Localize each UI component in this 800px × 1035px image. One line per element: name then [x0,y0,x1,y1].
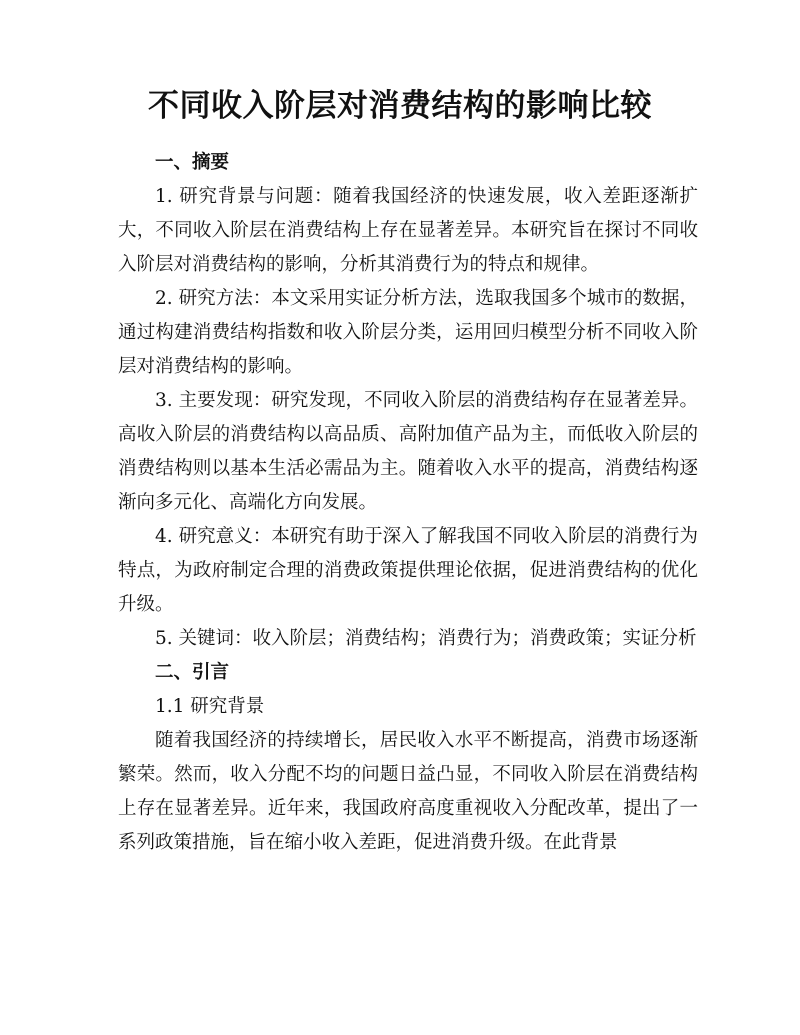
abstract-item-significance: 4. 研究意义：本研究有助于深入了解我国不同收入阶层的消费行为特点，为政府制定合理的消费政策提供理论依据，促进消费结构的优化升级。 [118,526,698,615]
abstract-item-method: 2. 研究方法：本文采用实证分析方法，选取我国多个城市的数据，通过构建消费结构指数和收入阶层分类，运用回归模型分析不同收入阶层对消费结构的影响。 [118,288,698,377]
abstract-item-findings: 3. 主要发现：研究发现，不同收入阶层的消费结构存在显著差异。高收入阶层的消费结构以高品质、高附加值产品为主，而低收入阶层的消费结构则以基本生活必需品为主。随着收入水平的提高，消费结构逐渐向多元化、高端化方向发展。 [118,390,698,513]
document-title: 不同收入阶层对消费结构的影响比较 [148,88,652,124]
intro-heading: 二、引言 [155,662,230,683]
abstract-item-keywords: 5. 关键词：收入阶层；消费结构；消费行为；消费政策；实证分析 [155,628,697,649]
abstract-item-background: 1. 研究背景与问题：随着我国经济的快速发展，收入差距逐渐扩大，不同收入阶层在消费结构上存在显著差异。本研究旨在探讨不同收入阶层对消费结构的影响，分析其消费行为的特点和规律。 [118,186,698,275]
intro-subheading: 1.1 研究背景 [155,696,265,717]
document-body [118,146,698,860]
abstract-heading: 一、摘要 [155,152,230,173]
intro-paragraph: 随着我国经济的持续增长，居民收入水平不断提高，消费市场逐渐繁荣。然而，收入分配不均的问题日益凸显，不同收入阶层在消费结构上存在显著差异。近年来，我国政府高度重视收入分配改革，提出了一系列政策措施，旨在缩小收入差距，促进消费升级。在此背景 [118,730,698,853]
